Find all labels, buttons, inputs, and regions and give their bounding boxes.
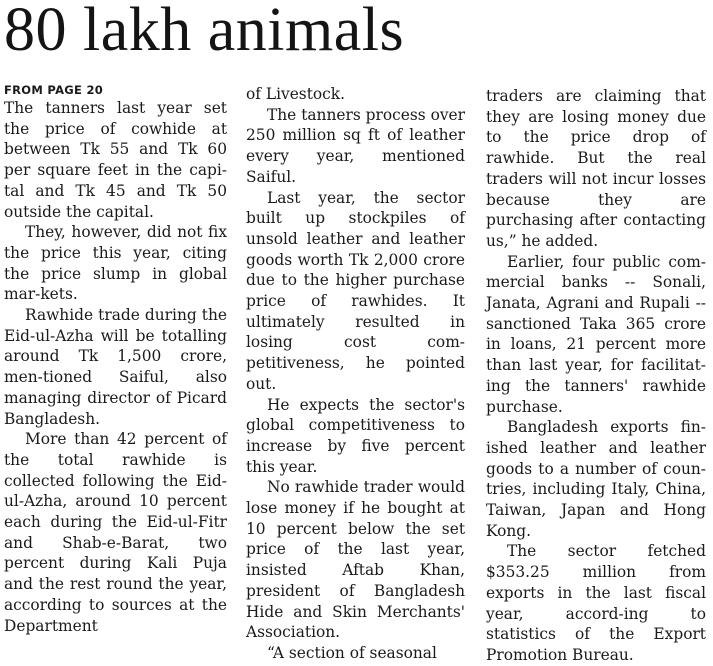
paragraph: “A section of seasonal [267, 643, 437, 662]
paragraph: The tanners process over 250 million sq ft of leather every year, mentioned Saiful. [246, 105, 465, 186]
paragraph: He expects the sector's global competitiveness to increase by five percent this year. [246, 395, 465, 476]
headline: 80 lakh animals [4, 0, 405, 64]
article-column-3 [486, 86, 706, 666]
paragraph: Bangladesh exports fin-ished leather and leather goods to a number of coun-tries, including Italy, China, Taiwan, Japan and Hong Kong. [486, 418, 706, 540]
paragraph: More than 42 percent of the total rawhide is collected following the Eid-ul-Azha, around 10 percent each during the Eid-ul-Fitr and Shab-e-Barat, two percent during Kali Puja and the rest round the year, according to sources at the Department [4, 430, 227, 635]
paragraph: of Livestock. [246, 85, 345, 103]
paragraph: Earlier, four public com-mercial banks -- Sonali, Janata, Agrani and Rupali -- sanctioned Taka 365 crore in loans, 21 percent more than last year, for facilitat-ing the tanners' rawhide purchase. [486, 252, 706, 416]
dateline: FROM PAGE 20 [4, 83, 104, 97]
paragraph: Last year, the sector built up stockpiles of unsold leather and leather goods worth Tk 2,000 crore due to the higher purchase price of rawhides. It ultimately resulted in losing cost com-petitiveness, he pointed out. [246, 188, 465, 393]
article-column-1 [4, 84, 227, 636]
paragraph: The sector fetched $353.25 million from exports in the last fiscal year, accord-ing to statistics of the Export Promotion Bureau. [486, 542, 706, 664]
paragraph: Rawhide trade during the Eid-ul-Azha will be totalling around Tk 1,500 crore, men-tioned Saiful, also managing director of Picard Bangladesh. [4, 306, 227, 428]
paragraph: They, however, did not fix the price this year, citing the price slump in global mar-kets. [4, 223, 227, 304]
paragraph: The tanners last year set the price of cowhide at between Tk 55 and Tk 60 per square feet in the capi-tal and Tk 45 and Tk 50 outside the capital. [4, 99, 227, 221]
article-column-2 [246, 84, 465, 664]
paragraph: traders are claiming that they are losing money due to the price drop of rawhide. But the real traders will not incur losses because they are purchasing after contacting us,” he added. [486, 87, 706, 250]
paragraph: No rawhide trader would lose money if he bought at 10 percent below the set price of the last year, insisted Aftab Khan, president of Bangladesh Hide and Skin Merchants' Association. [246, 478, 465, 642]
